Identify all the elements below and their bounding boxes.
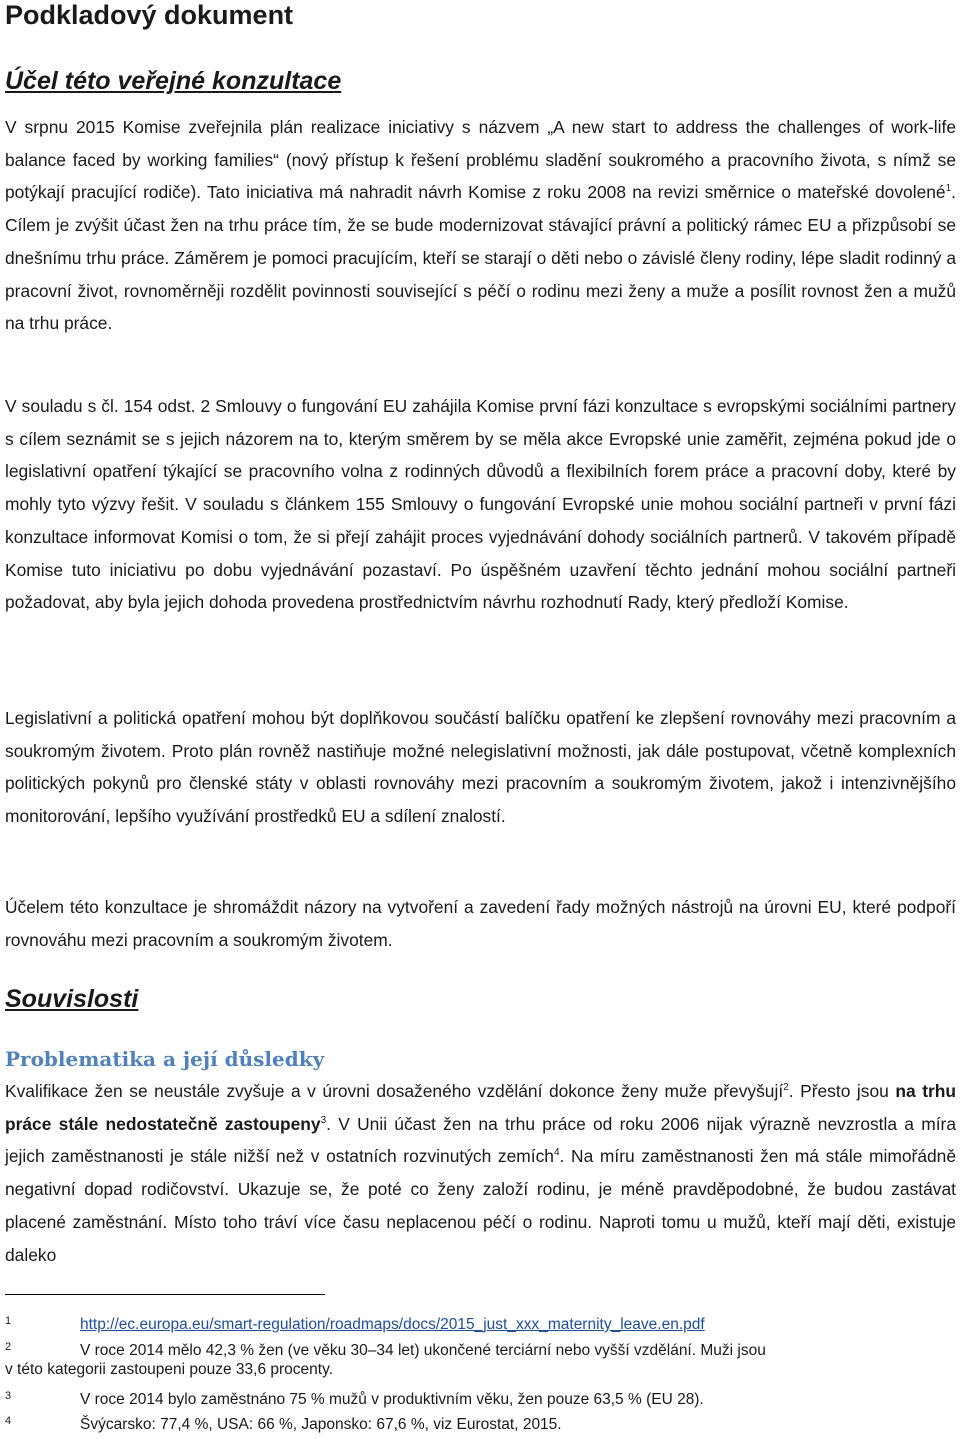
footnote-ref-2[interactable]: 2	[783, 1082, 789, 1093]
subsection-heading-problem: Problematika a její důsledky	[5, 1047, 325, 1071]
paragraph-problem-text-c: . V Unii účast žen na trhu práce od roku 2006 nijak výrazně nevzrostla a míra jejich zaměstnanosti je stále nižší než v ostatních rozvinutých zemích	[5, 1113, 957, 1167]
paragraph-problem-text-a: Kvalifikace žen se neustále zvyšuje a v úrovni dosaženého vzdělání dokonce ženy muže převyšují	[5, 1081, 784, 1101]
paragraph-consultation-phase: V souladu s čl. 154 odst. 2 Smlouvy o fungování EU zahájila Komise první fázi konzultace s evropskými sociálními partnery s cílem seznámit se s jejich názorem na to, kterým směrem by se měla akce Evropské unie zaměřit, zejména pokud jde o legislativní opatření týkající se pracovního volna z rodinných důvodů a flexibilních forem práce a pracovní doby, které by mohly tyto výzvy řešit. V souladu s článkem 155 Smlouvy o fungování Evropské unie mohou sociální partneři v první fázi konzultace informovat Komisi o tom, že si přejí zahájit proces vyjednávání dohody sociálních partnerů. V takovém případě Komise tuto iniciativu po dobu vyjednávání pozastaví. Po úspěšném uzavření těchto jednání mohou sociální partneři požadovat, aby byla jejich dohoda provedena prostřednictvím návrhu rozhodnutí Rady, který předloží Komise.	[5, 396, 956, 613]
paragraph-problem-text-b: . Přesto jsou	[788, 1081, 896, 1101]
footnote-number: 4	[5, 1415, 12, 1427]
document-title: Podkladový dokument	[5, 0, 294, 30]
footnote-divider	[5, 1294, 325, 1295]
paragraph-consultation-purpose: Účelem této konzultace je shromáždit názory na vytvoření a zavedení řady možných nástrojů na úrovni EU, které podpoří rovnováhu mezi pracovním a soukromým životem.	[5, 897, 956, 950]
paragraph-intro-text-b: . Cílem je zvýšit účast žen na trhu práce tím, že se bude modernizovat stávající právní a politický rámec EU a přizpůsobí se dnešnímu trhu práce. Záměrem je pomoci pracujícím, kteří se starají o děti nebo o závislé členy rodiny, lépe sladit rodinný a pracovní život, rovnoměrněji rozdělit povinnosti související s péčí o rodinu mezi ženy a muže a posílit rovnost žen a mužů na trhu práce.	[5, 182, 956, 334]
paragraph-problem-text-d: . Na míru zaměstnanosti žen má stále mimořádně negativní dopad rodičovství. Ukazuje se, že poté co ženy založí rodinu, je méně pravděpodobné, že budou zastávat placené zaměstnání. Místo toho tráví více času neplacenou péčí o rodinu. Naproti tomu u mužů, kteří mají děti, existuje daleko	[5, 1146, 957, 1265]
footnote-number: 1	[5, 1315, 12, 1327]
paragraph-problem	[5, 1075, 956, 1271]
paragraph-intro	[5, 111, 956, 340]
footnote-ref-3[interactable]: 3	[320, 1114, 327, 1126]
footnote-number: 2	[5, 1341, 12, 1353]
paragraph-intro-text-a: V srpnu 2015 Komise zveřejnila plán realizace iniciativy s názvem „A new start to address the challenges of work-life balance faced by working families“ (nový přístup k řešení problému sladění soukromého a pracovního života, s nímž se potýkají pracující rodiče). Tato iniciativa má nahradit návrh Komise z roku 2008 na revizi směrnice o mateřské dovolené	[5, 117, 956, 203]
footnote-text: Švýcarsko: 77,4 %, USA: 66 %, Japonsko: 67,6 %, viz Eurostat, 2015.	[80, 1416, 562, 1433]
footnote-4	[5, 1410, 956, 1436]
section-heading-purpose: Účel této veřejné konzultace	[5, 67, 342, 95]
paragraph-legislative-measures: Legislativní a politická opatření mohou být doplňkovou součástí balíčku opatření ke zlepšení rovnováhy mezi pracovním a soukromým životem. Proto plán rovněž nastiňuje možné nelegislativní možnosti, jak dále postupovat, včetně komplexních politických pokynů pro členské státy v oblasti rovnováhy mezi pracovním a soukromým životem, jakož i intenzivnějšího monitorování, lepšího využívání prostředků EU a sdílení znalostí.	[5, 708, 956, 827]
footnote-2-continued	[5, 1359, 956, 1381]
section-heading-context: Souvislosti	[5, 985, 139, 1013]
footnote-1	[5, 1310, 956, 1336]
footnote-number: 3	[5, 1390, 12, 1402]
footnote-text: v této kategorii zastoupeni pouze 33,6 procenty.	[5, 1361, 334, 1378]
footnote-link[interactable]: http://ec.europa.eu/smart-regulation/roadmaps/docs/2015_just_xxx_maternity_leave.en.pdf	[80, 1316, 705, 1333]
footnote-ref-1[interactable]: 1	[945, 183, 952, 195]
footnote-3	[5, 1385, 956, 1411]
footnote-text: V roce 2014 bylo zaměstnáno 75 % mužů v produktivním věku, žen pouze 63,5 % (EU 28).	[80, 1391, 704, 1408]
footnote-ref-4[interactable]: 4	[553, 1147, 560, 1159]
footnote-text: V roce 2014 mělo 42,3 % žen (ve věku 30–34 let) ukončené terciární nebo vyšší vzdělání. Muži jsou	[80, 1342, 766, 1359]
paragraph-problem-bold: na trhu práce stále nedostatečně zastoupeny	[5, 1081, 956, 1134]
